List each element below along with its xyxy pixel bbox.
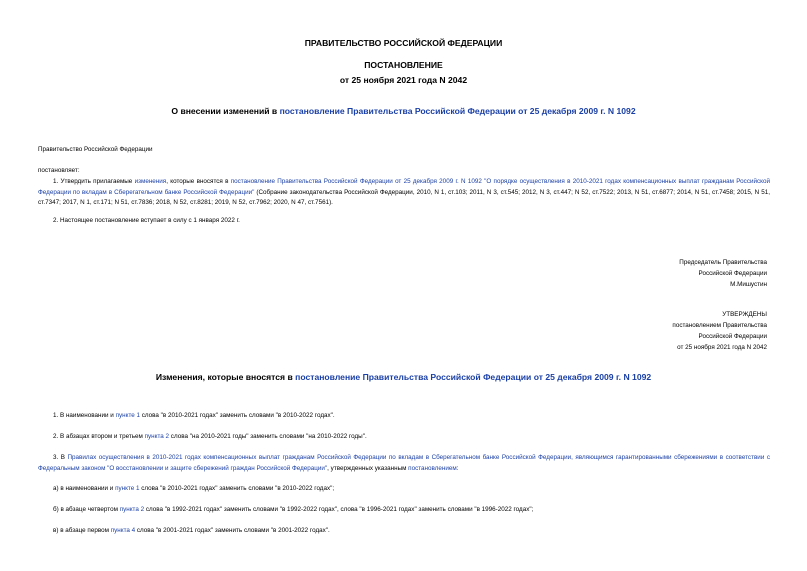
approval-line-2: постановлением Правительства xyxy=(672,322,767,329)
item-1-paragraph: 1. Утвердить прилагаемые изменения, которые вносятся в постановление Правительства Российской Федерации от 25 декабря 2009 г. N 1092 "О порядке осуществления в 2010-2021 годах компенсационных выплат гражданам Российской Федерации по вкладам в Сберегательном банке Российской Федерации" (Собрание законодательства Российской Федерации, 2010, N 1, ст.103; 2011, N 3, ст.545; 2012, N 3, ст.447; N 52, ст.7522; 2013, N 51, ст.6877; 2014, N 51, ст.7458; 2015, N 51, ст.7347; 2017, N 1, ст.171; N 51, ст.7836; 2018, N 52, ст.8281; 2019, N 52, ст.7962; 2020, N 47, ст.7561). xyxy=(38,178,770,207)
document-title: О внесении изменений в постановление Правительства Российской Федерации от 25 декабря 2009 г. N 1092 xyxy=(171,106,636,116)
signature-name: М.Мишустин xyxy=(730,281,767,288)
resolution-link[interactable]: постановлением xyxy=(408,464,457,472)
changes-link[interactable]: изменения xyxy=(134,178,167,185)
point-1-link[interactable]: пункте 1 xyxy=(115,412,141,419)
government-heading: ПРАВИТЕЛЬСТВО РОССИЙСКОЙ ФЕДЕРАЦИИ xyxy=(304,38,503,48)
document-type: ПОСТАНОВЛЕНИЕ xyxy=(364,60,443,70)
title-link[interactable]: постановление Правительства Российской Федерации от 25 декабря 2009 г. N 1092 xyxy=(279,106,636,116)
changes-title-link[interactable]: постановление Правительства Российской Федерации от 25 декабря 2009 г. N 1092 xyxy=(295,372,652,382)
intro-text: Правительство Российской Федерации xyxy=(38,146,153,153)
decrees-text: постановляет: xyxy=(38,167,80,174)
approval-line-1: УТВЕРЖДЕНЫ xyxy=(722,311,767,318)
change-3b-paragraph: б) в абзаце четвертом пункта 2 слова "в 1992-2021 годах" заменить словами "в 1992-2022 годах", слова "в 1996-2021 годах" заменить словами "в 1996-2022 годах"; xyxy=(53,506,534,513)
change-3c-paragraph: в) в абзаце первом пункта 4 слова "в 2001-2021 годах" заменить словами "в 2001-2022 годах". xyxy=(53,527,330,534)
change-1-paragraph: 1. В наименовании и пункте 1 слова "в 2010-2021 годах" заменить словами "в 2010-2022 годах". xyxy=(53,412,335,419)
resolution-1092-link[interactable]: постановление Правительства Российской Федерации от 25 декабря 2009 г. N 1092 "О порядке осуществления в 2010-2021 годах компенсационных выплат гражданам Российской Федерации по вкладам в Сберегательном банке Российской Федерации" xyxy=(38,178,770,196)
item-2-paragraph: 2. Настоящее постановление вступает в силу с 1 января 2022 г. xyxy=(53,217,240,224)
rules-point-1-link[interactable]: пункте 1 xyxy=(115,485,140,492)
signature-title-2: Российской Федерации xyxy=(698,270,767,277)
rules-link[interactable]: Правилах осуществления в 2010-2021 годах компенсационных выплат гражданам Российской Федерации по вкладам в Сберегательном банке Российской Федерации, являющимся гарантированными сбережениями в соответствии с Федеральным законом "О восстановлении и защите сбережений граждан Российской Федерации" xyxy=(38,454,771,472)
changes-title: Изменения, которые вносятся в постановление Правительства Российской Федерации от 25 декабря 2009 г. N 1092 xyxy=(155,372,652,382)
approval-line-3: Российской Федерации xyxy=(698,333,767,340)
approval-line-4: от 25 ноября 2021 года N 2042 xyxy=(677,344,767,351)
rules-point-4-link[interactable]: пункта 4 xyxy=(110,527,136,534)
change-3a-paragraph: а) в наименовании и пункте 1 слова "в 2010-2021 годах" заменить словами "в 2010-2022 годах"; xyxy=(53,485,335,492)
change-2-paragraph: 2. В абзацах втором и третьем пункта 2 слова "на 2010-2021 годы" заменить словами "на 2010-2022 годы". xyxy=(53,433,367,440)
rules-point-2-link[interactable]: пункта 2 xyxy=(119,506,145,513)
change-3-paragraph: 3. В Правилах осуществления в 2010-2021 годах компенсационных выплат гражданам Российской Федерации по вкладам в Сберегательном банке Российской Федерации, являющимся гарантированными сбережениями в соответствии с Федеральным законом "О восстановлении и защите сбережений граждан Российской Федерации", утвержденных указанным постановлением: xyxy=(38,454,771,472)
point-2-link[interactable]: пункта 2 xyxy=(144,433,170,440)
document-date-number: от 25 ноября 2021 года N 2042 xyxy=(339,75,468,85)
signature-title-1: Председатель Правительства xyxy=(679,259,767,266)
